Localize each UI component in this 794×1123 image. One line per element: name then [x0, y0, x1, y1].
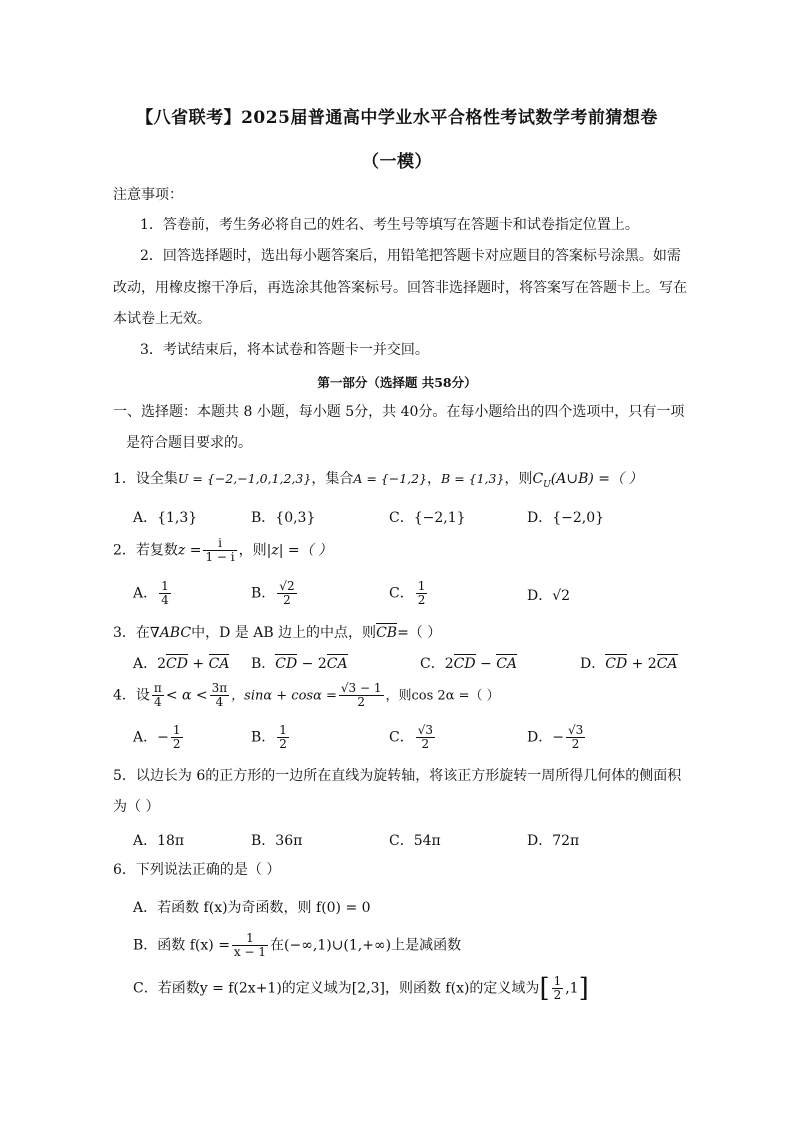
notice-item-2-end: 本试卷上无效。: [113, 311, 211, 327]
q4-option-b[interactable]: B． $\frac{1}{2}$: [251, 723, 287, 751]
set-a: A = {−1,2}: [353, 471, 428, 486]
q2-option-a[interactable]: A． $\frac{1}{4}$: [133, 579, 169, 607]
set-b: B = {1,3}: [441, 471, 505, 486]
q1-option-b[interactable]: B．{0,3}: [251, 510, 316, 526]
exam-title: 【八省联考】2025届普通高中学业水平合格性考试数学考前猜想卷: [136, 108, 658, 128]
q3-option-c[interactable]: C．2CD − CA: [420, 656, 518, 672]
q4-option-d[interactable]: D．− $\frac{√3}{2}$: [527, 723, 584, 751]
notice-item-2: 2．回答选择题时，选出每小题答案后，用铅笔把答题卡对应题目的答案标号涂黑。如需: [140, 248, 681, 264]
question-5: 5．以边长为 6的正方形的一边所在直线为旋转轴，将该正方形旋转一周所得几何体的侧面积: [113, 768, 682, 784]
q6-option-b[interactable]: B．函数 f(x) = $\frac{1}{x - 1}$ 在(−∞,1)∪(1,+∞)上是减函数: [133, 931, 462, 959]
q4-option-a[interactable]: A．− $\frac{1}{2}$: [133, 723, 181, 751]
q3-option-a[interactable]: A．2CD + CA: [133, 656, 230, 672]
notice-heading: 注意事项：: [113, 187, 183, 203]
question-4: 4．设 $\frac{\pi}{4}$ < α < $\frac{3\pi}{4}$ ，sinα + cosα = $\frac{√3 - 1}{2}$ ，则cos 2α =（ ）: [113, 681, 500, 709]
q5-option-c[interactable]: C．54π: [389, 833, 441, 849]
triangle-symbol: ∇ABC: [149, 625, 192, 641]
q2-option-d[interactable]: D．√2: [527, 588, 571, 604]
set-u: U = {−2,−1,0,1,2,3}: [177, 471, 312, 486]
q5-option-d[interactable]: D．72π: [527, 833, 580, 849]
section1-instructions: 一、选择题：本题共 8 小题，每小题 5分，共 40分。在每小题给出的四个选项中，只有一项: [113, 404, 685, 420]
q2-option-b[interactable]: B． $\frac{√2}{2}$: [251, 579, 295, 607]
vector-cb: CB: [376, 625, 398, 641]
q5-option-a[interactable]: A．18π: [133, 833, 185, 849]
notice-item-3: 3．考试结束后，将本试卷和答题卡一并交回。: [140, 342, 429, 358]
notice-item-2-cont: 改动，用橡皮擦干净后，再选涂其他答案标号。回答非选择题时，将答案写在答题卡上。写在: [113, 280, 687, 296]
exam-subtitle: （一模）: [362, 152, 432, 172]
q1-option-c[interactable]: C．{−2,1}: [389, 510, 466, 526]
fraction: $\frac{i}{1 - i}$: [205, 536, 235, 564]
q1-option-a[interactable]: A．{1,3}: [133, 510, 198, 526]
q3-option-d[interactable]: D．CD + 2CA: [580, 656, 678, 672]
q6-option-a[interactable]: A．若函数 f(x)为奇函数，则 f(0) = 0: [133, 900, 371, 916]
question-5-cont: 为（ ）: [113, 799, 160, 815]
q1-option-d[interactable]: D．{−2,0}: [527, 510, 605, 526]
section1-instructions-cont: 是符合题目要求的。: [126, 435, 252, 451]
q3-option-b[interactable]: B．CD − 2CA: [251, 656, 348, 672]
q2-option-c[interactable]: C． $\frac{1}{2}$: [389, 579, 426, 607]
q4-option-c[interactable]: C． $\frac{√3}{2}$: [389, 723, 433, 751]
question-2: 2．若复数z = $\frac{i}{1 - i}$ ，则|z| =（ ）: [113, 536, 333, 564]
q5-option-b[interactable]: B．36π: [251, 833, 303, 849]
part1-header: 第一部分（选择题 共58分）: [317, 375, 477, 390]
q6-option-c[interactable]: C．若函数y = f(2x+1)的定义域为[2,3]，则函数 f(x)的定义域为[ $\frac{1}{2}$ ,1]: [133, 973, 589, 1004]
question-3: 3．在∇ABC中，D 是 AB 边上的中点，则CB=（ ）: [113, 625, 442, 641]
question-6: 6．下列说法正确的是（ ）: [113, 862, 281, 878]
complement-expr: C: [532, 471, 544, 487]
question-1: 1．设全集U = {−2,−1,0,1,2,3}，集合A = {−1,2}，B = {1,3}，则$C_U(A\cup B)$ =（ ）: [113, 471, 643, 490]
notice-item-1: 1．答卷前，考生务必将自己的姓名、考生号等填写在答题卡和试卷指定位置上。: [140, 217, 639, 233]
